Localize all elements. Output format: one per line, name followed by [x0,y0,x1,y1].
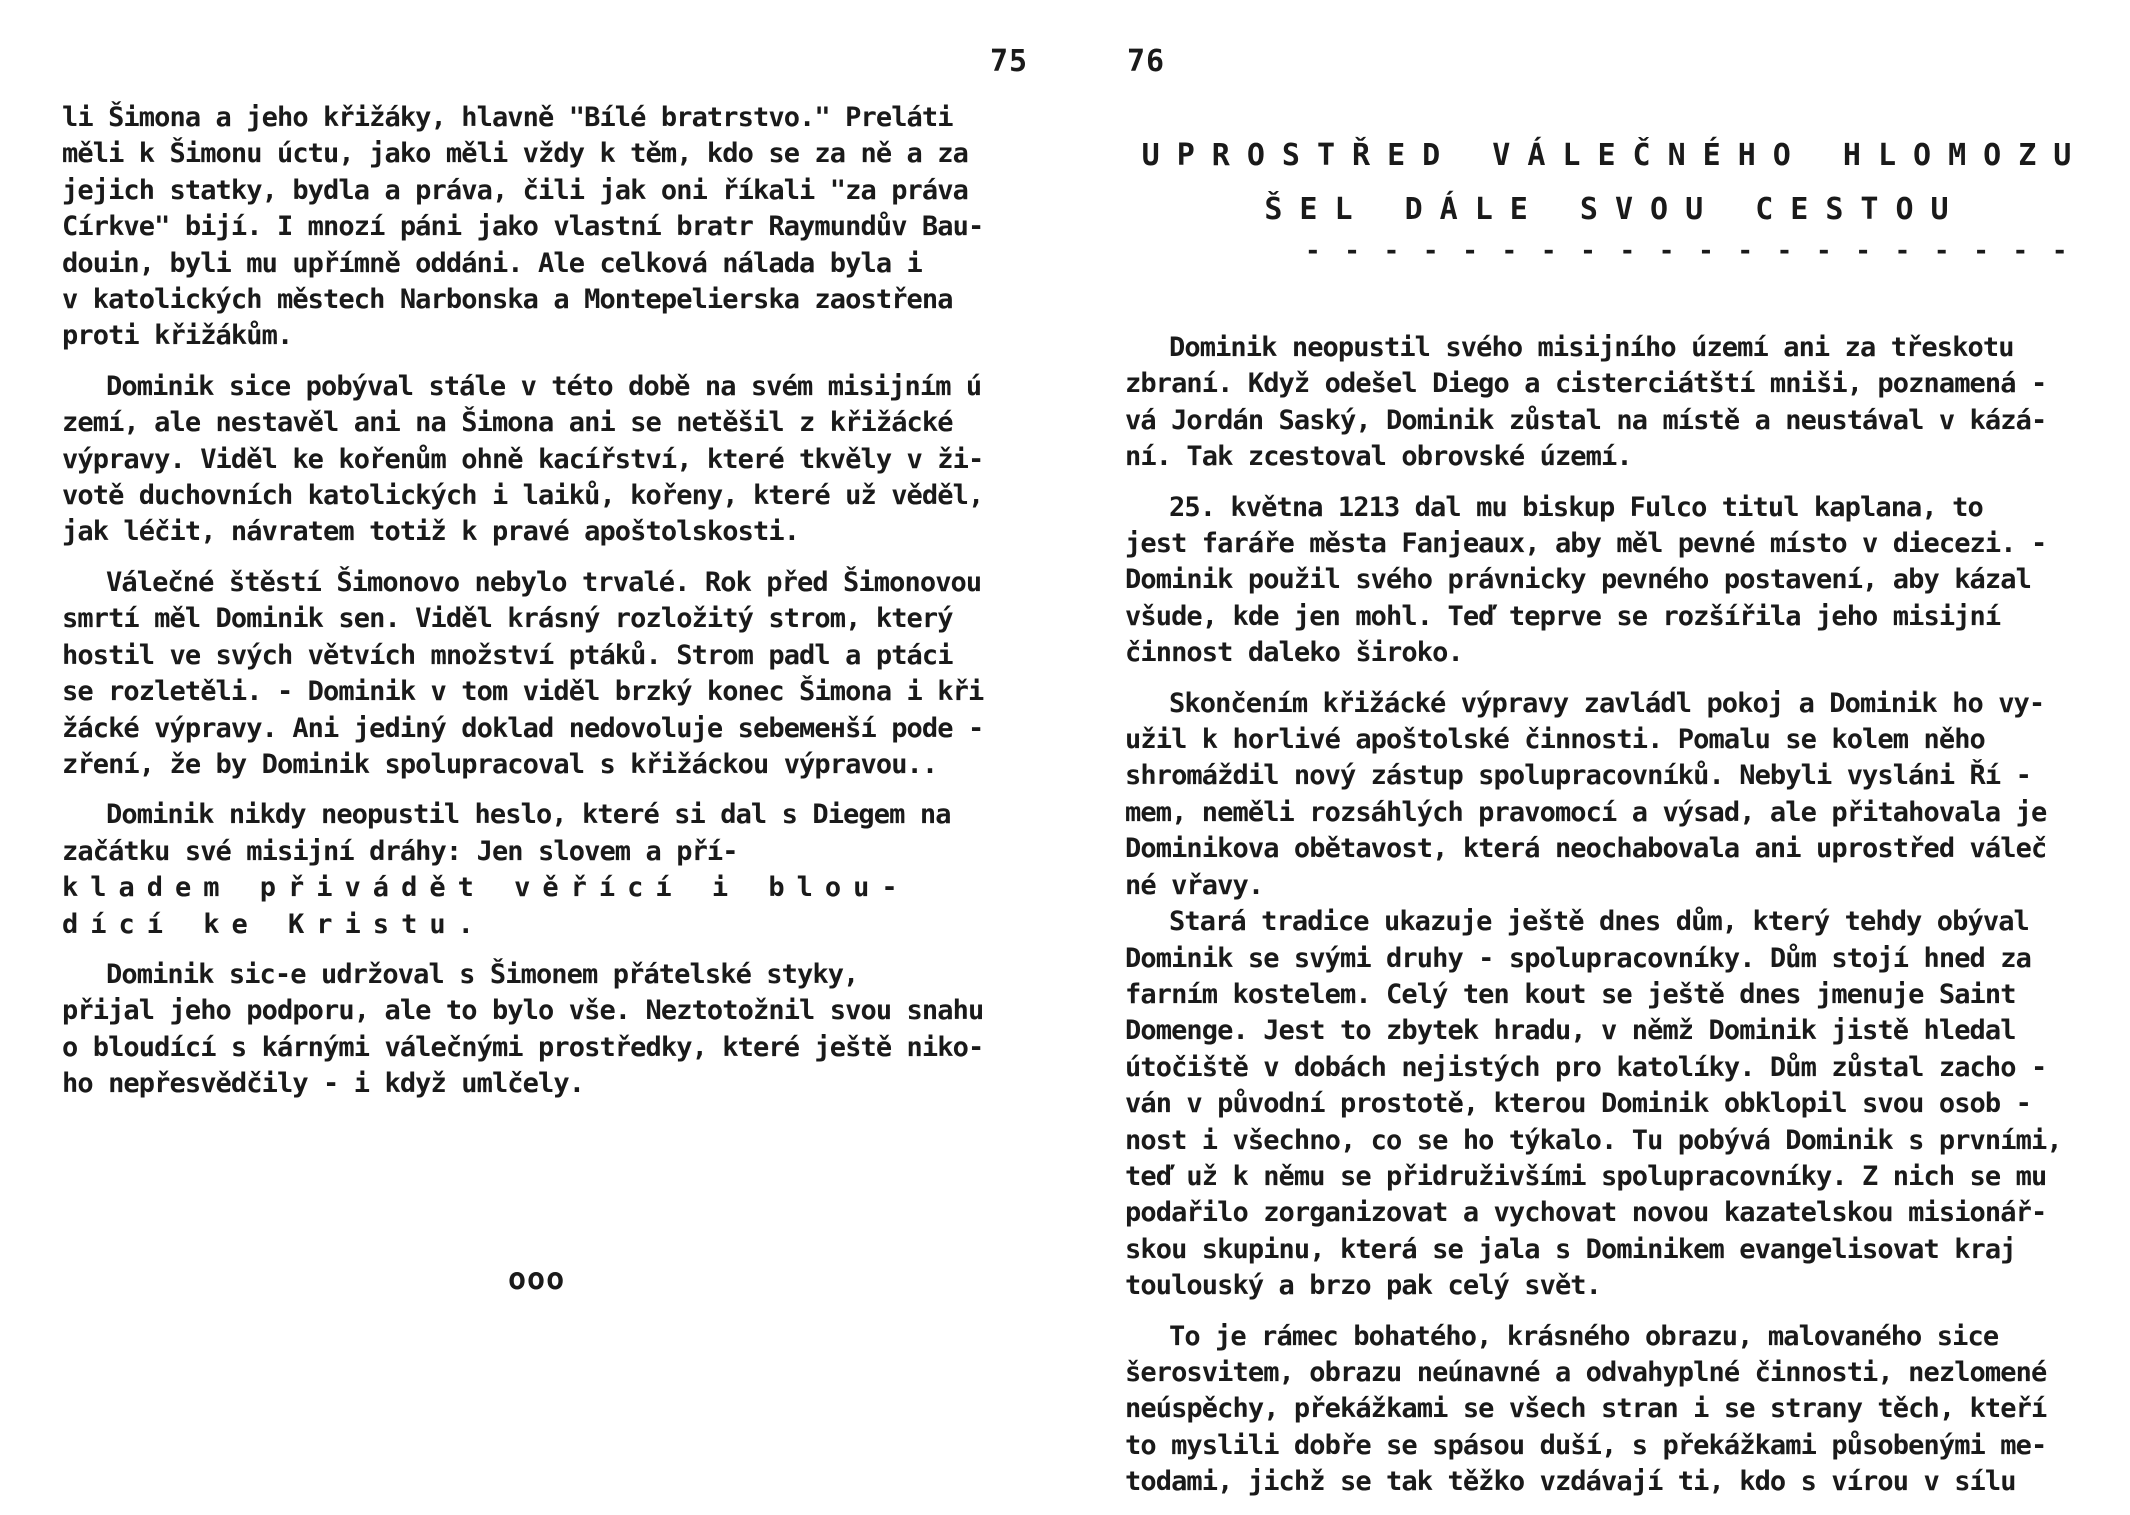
text-line: se rozletěli. - Dominik v tom viděl brzký konec Šimona i kři [62,676,984,708]
text-line: Válečné štěstí Šimonovo nebylo trvalé. Rok před Šimonovou [106,566,982,598]
text-line: né vřavy. [1125,869,1264,901]
paragraph [62,100,1032,355]
chapter-heading-line-1: UPROSTŘED VÁLEČNÉHO HLOMOZU [1141,138,2089,173]
right-text-column [1125,330,2105,1515]
text-line: ván v původní prostotě, kterou Dominik obklopil svou osob - [1125,1088,2031,1120]
text-line: farním kostelem. Celý ten kout se ještě dnes jmenuje Saint [1125,978,2016,1010]
text-line: proti křižákům. [62,320,293,352]
paragraph [1125,686,2105,904]
right-page [1065,0,2130,1500]
heading-dashed-rule: - - - - - - - - - - - - - - - - - - - - [1305,236,2072,266]
paragraph [62,957,1032,1103]
text-line: šerosvitem, obrazu neúnavné a odvahyplné činnosti, nezlomené [1125,1356,2047,1388]
text-line: vá Jordán Saský, Dominik zůstal na místě a neustával v kázá- [1125,404,2047,436]
text-line: Dominik neopustil svého misijního území ani za třeskotu [1169,332,2014,363]
section-end-mark: ooo [508,1262,566,1297]
text-line: všude, kde jen mohl. Teď teprve se rozšířila jeho misijní [1125,600,2001,632]
text-line: zření, že by Dominik spolupracoval s křižáckou výpravou.. [62,748,938,780]
text-line: hostil ve svých větvích množství ptáků. Strom padl a ptáci [62,639,953,671]
paragraph [62,369,1032,551]
text-line: neúspěchy, překážkami se všech stran i se strany těch, kteří [1125,1393,2047,1425]
text-line: výpravy. Viděl ke kořenům ohně kacířství, které tkvěly v ži- [62,443,984,475]
chapter-heading-line-2: ŠEL DÁLE SVOU CESTOU [1264,192,1966,227]
text-line: Dominikova obětavost, která neochabovala ani uprostřed váleč [1125,833,2047,865]
text-line: útočiště v dobách nejistých pro katolíky. Dům zůstal zacho - [1125,1051,2047,1083]
text-line: votě duchovních katolických i laiků, kořeny, které už věděl, [62,480,984,512]
left-page [0,0,1065,1500]
page-number-left: 75 [990,44,1029,79]
text-line: smrtí měl Dominik sen. Viděl krásný rozložitý strom, který [62,603,953,635]
text-line: ho nepřesvědčily - i když umlčely. [62,1068,585,1100]
text-line: ní. Tak zcestoval obrovské území. [1125,441,1632,473]
text-line: to myslili dobře se spásou duší, s překážkami působenými me- [1125,1429,2047,1461]
text-line: dící ke Kristu. [62,908,486,940]
paragraph [1125,330,2105,476]
text-line: skou skupinu, která se jala s Dominikem evangelisovat kraj [1125,1233,2016,1265]
paragraph [1125,904,2105,1304]
text-line: todami, jichž se tak těžko vzdávají ti, kdo s vírou v sílu [1125,1466,2016,1498]
text-line: Dominik se svými druhy - spolupracovníky. Dům stojí hned za [1125,942,2031,974]
text-line: li Šimona a jeho křižáky, hlavně "Bílé bratrstvo." Preláti [62,102,953,133]
text-line: Dominik sice pobýval stále v této době na svém misijním ú [106,370,982,402]
text-line: kladem přivádět věřící i blou- [62,872,910,904]
text-line: podařilo zorganizovat a vychovat novou kazatelskou misionář- [1125,1197,2047,1229]
text-line: Skončením křižácké výpravy zavládl pokoj a Dominik ho vy- [1169,687,2045,719]
text-line: žácké výpravy. Ani jediný doklad nedovoluje sebeменší pode - [62,712,984,744]
text-line: jak léčit, návratem totiž k pravé apoštolskosti. [62,516,800,548]
text-line: zbraní. Když odešel Diego a cisterciátští mniši, poznamená - [1125,368,2047,400]
text-line: měli k Šimonu úctu, jako měli vždy k těm, kdo se za ně a za [62,138,968,170]
left-text-column [62,100,1032,1117]
text-line: Stará tradice ukazuje ještě dnes dům, který tehdy obýval [1169,906,2029,938]
text-line: Dominik použil svého právnicky pevného postavení, aby kázal [1125,564,2031,596]
text-line: mem, neměli rozsáhlých pravomocí a výsad, ale přitahovala je [1125,796,2047,828]
text-line: Dominik nikdy neopustil heslo, které si dal s Diegem na [106,799,951,831]
text-line: shromáždil nový zástup spolupracovníků. Nebyli vysláni Ří - [1125,760,2031,792]
text-line: přijal jeho podporu, ale to bylo vše. Neztotožnil svou snahu [62,995,984,1027]
text-line: začátku své misijní dráhy: Jen slovem a pří- [62,835,738,867]
text-line: toulouský a brzo pak celý svět. [1125,1270,1602,1302]
text-line: Dominik sic-e udržoval s Šimonem přátelské styky, [106,958,859,990]
paragraph [1125,490,2105,672]
page-number-right: 76 [1127,44,1166,79]
text-line: To je rámec bohatého, krásného obrazu, malovaného sice [1169,1320,1999,1352]
text-line: nost i všechno, co se ho týkalo. Tu pobývá Dominik s prvními, [1125,1124,2062,1156]
text-line: douin, byli mu upřímně oddáni. Ale celková nálada byla i [62,247,922,279]
paragraph [62,797,1032,943]
text-line: 25. května 1213 dal mu biskup Fulco titul kaplana, to [1169,491,1983,523]
text-line: jejich statky, bydla a práva, čili jak oni říkali "za práva [62,174,968,206]
text-line: jest faráře města Fanjeaux, aby měl pevné místo v diecezi. - [1125,528,2047,560]
text-line: Církve" bijí. I mnozí páni jako vlastní bratr Raymundův Bau- [62,211,984,243]
text-line: o bloudící s kárnými válečnými prostředky, které ještě niko- [62,1031,984,1063]
text-line: činnost daleko široko. [1125,637,1463,669]
text-line: v katolických městech Narbonska a Montepelierska zaostřena [62,284,953,316]
text-line: zemí, ale nestavěl ani na Šimona ani se netěšil z křižácké [62,407,953,439]
text-line: teď už k němu se přidruživšími spolupracovníky. Z nich se mu [1125,1160,2047,1192]
text-line: užil k horlivé apoštolské činnosti. Pomalu se kolem něho [1125,724,1985,756]
text-line: Domenge. Jest to zbytek hradu, v němž Dominik jistě hledal [1125,1015,2016,1047]
paragraph [62,565,1032,783]
paragraph [1125,1319,2105,1501]
